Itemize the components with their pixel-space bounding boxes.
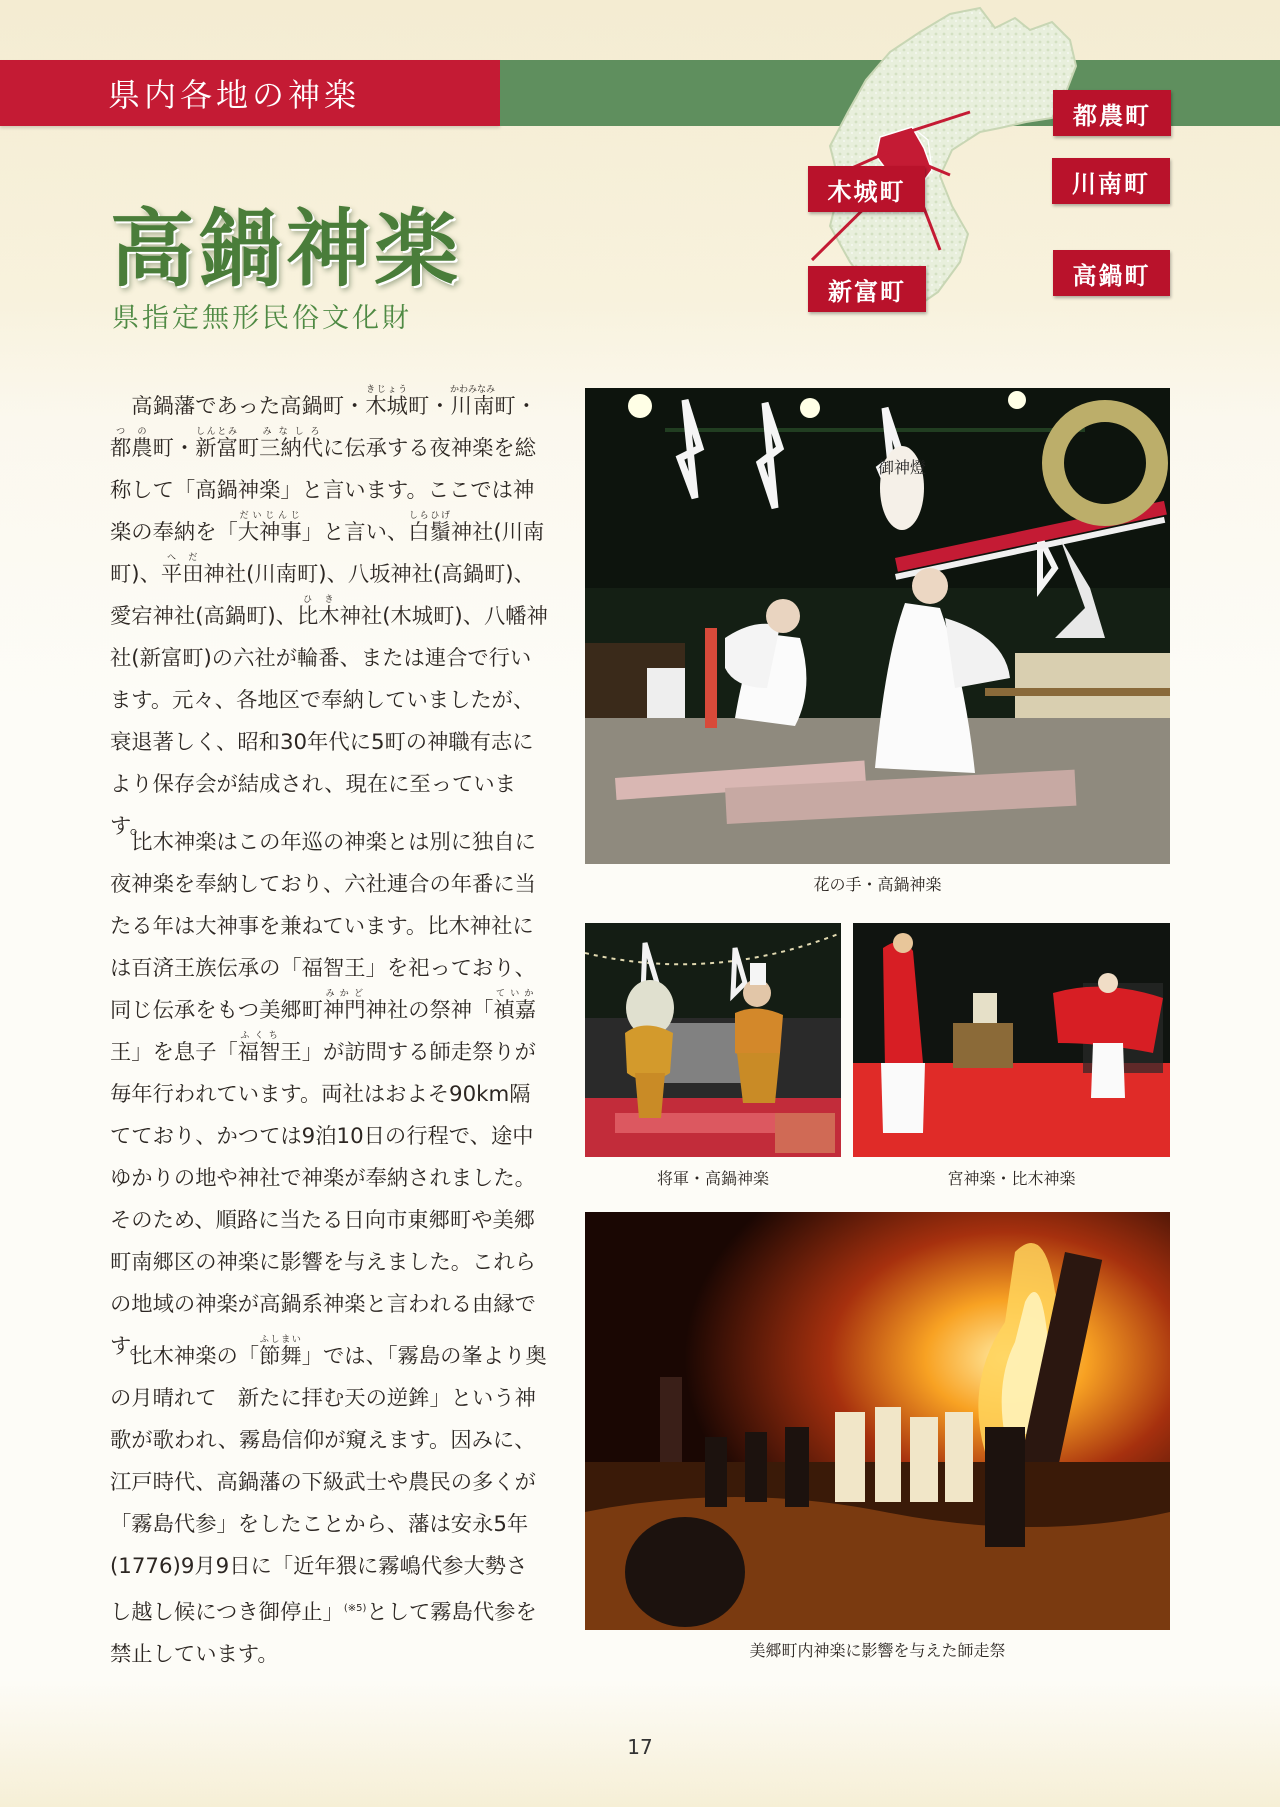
town-label-tsuno: 都農町 (1053, 90, 1171, 136)
body-paragraph-2: 比木神楽はこの年巡の神楽とは別に独自に夜神楽を奉納しており、六社連合の年番に当たる年は大神事を兼ねています。比木神社には百済王族伝承の「福智王」を祀っており、同じ伝承をもつ美郷町神門みかど神社の祭神「禎嘉ていか王」を息子「福智ふくち王」が訪問する師走祭りが毎年行われています。両社はおよそ90km隔てており、かつては9泊10日の行程で、途中ゆかりの地や神社で神楽が奉納されました。そのため、順路に当たる日向市東郷町や美郷町南郷区の神楽に影響を与えました。これらの地域の神楽が高鍋系神楽と言われる由縁です。 (110, 830, 536, 1359)
body-paragraph-3: 比木神楽の「節舞ふしまい」では、「霧島の峯より奥の月晴れて 新たに拝む天の逆鉾」という神歌が歌われ、霧島信仰が窺えます。因みに、江戸時代、高鍋藩の下級武士や農民の多くが「霧島代参」をしたことから、藩は安永5年(1776)9月9日に「近年猥に霧嶋代参大勢さし越し候につき御停止」$^{(※5)}$として霧島代参を禁止しています。 (110, 1335, 547, 1668)
photo-shogun (585, 923, 841, 1157)
town-label-kawaminami: 川南町 (1052, 158, 1170, 204)
photo-hana-no-te (585, 388, 1170, 864)
photo-shiwasu-festival (585, 1212, 1170, 1630)
section-label: 県内各地の神楽 (108, 76, 361, 114)
caption-miya: 宮神楽・比木神楽 (947, 1169, 1076, 1188)
caption-hana-no-te: 花の手・高鍋神楽 (813, 875, 942, 894)
page-number: 17 (627, 1735, 653, 1759)
town-label-shintomi: 新富町 (808, 266, 926, 312)
lantern-text: 御神燈 (877, 458, 927, 477)
caption-shiwasu-festival: 美郷町内神楽に影響を与えた師走祭 (749, 1641, 1006, 1660)
photo-miya (853, 923, 1170, 1157)
caption-shogun: 将軍・高鍋神楽 (656, 1169, 769, 1188)
page-title: 高鍋神楽 (110, 199, 463, 298)
section-header-band (0, 60, 500, 126)
designation-subtitle: 県指定無形民俗文化財 (112, 303, 412, 334)
body-paragraph-1: 高鍋藩であった高鍋町・木城きじょう町・川南かわみなみ町・都農つの町・新富しんとみ町三納代みなしろに伝承する夜神楽を総称して「高鍋神楽」と言います。ここでは神楽の奉納を「大神事だいじんじ」と言い、白鬚しらひげ神社(川南町)、平田へだ神社(川南町)、八坂神社(高鍋町)、愛宕神社(高鍋町)、比木ひき神社(木城町)、八幡神社(新富町)の六社が輪番、または連合で行います。元々、各地区で奉納していましたが、衰退著しく、昭和30年代に5町の神職有志により保存会が結成され、現在に至っています。 (110, 385, 548, 839)
town-label-takanabe: 高鍋町 (1053, 250, 1170, 296)
town-label-kijo: 木城町 (808, 166, 925, 212)
